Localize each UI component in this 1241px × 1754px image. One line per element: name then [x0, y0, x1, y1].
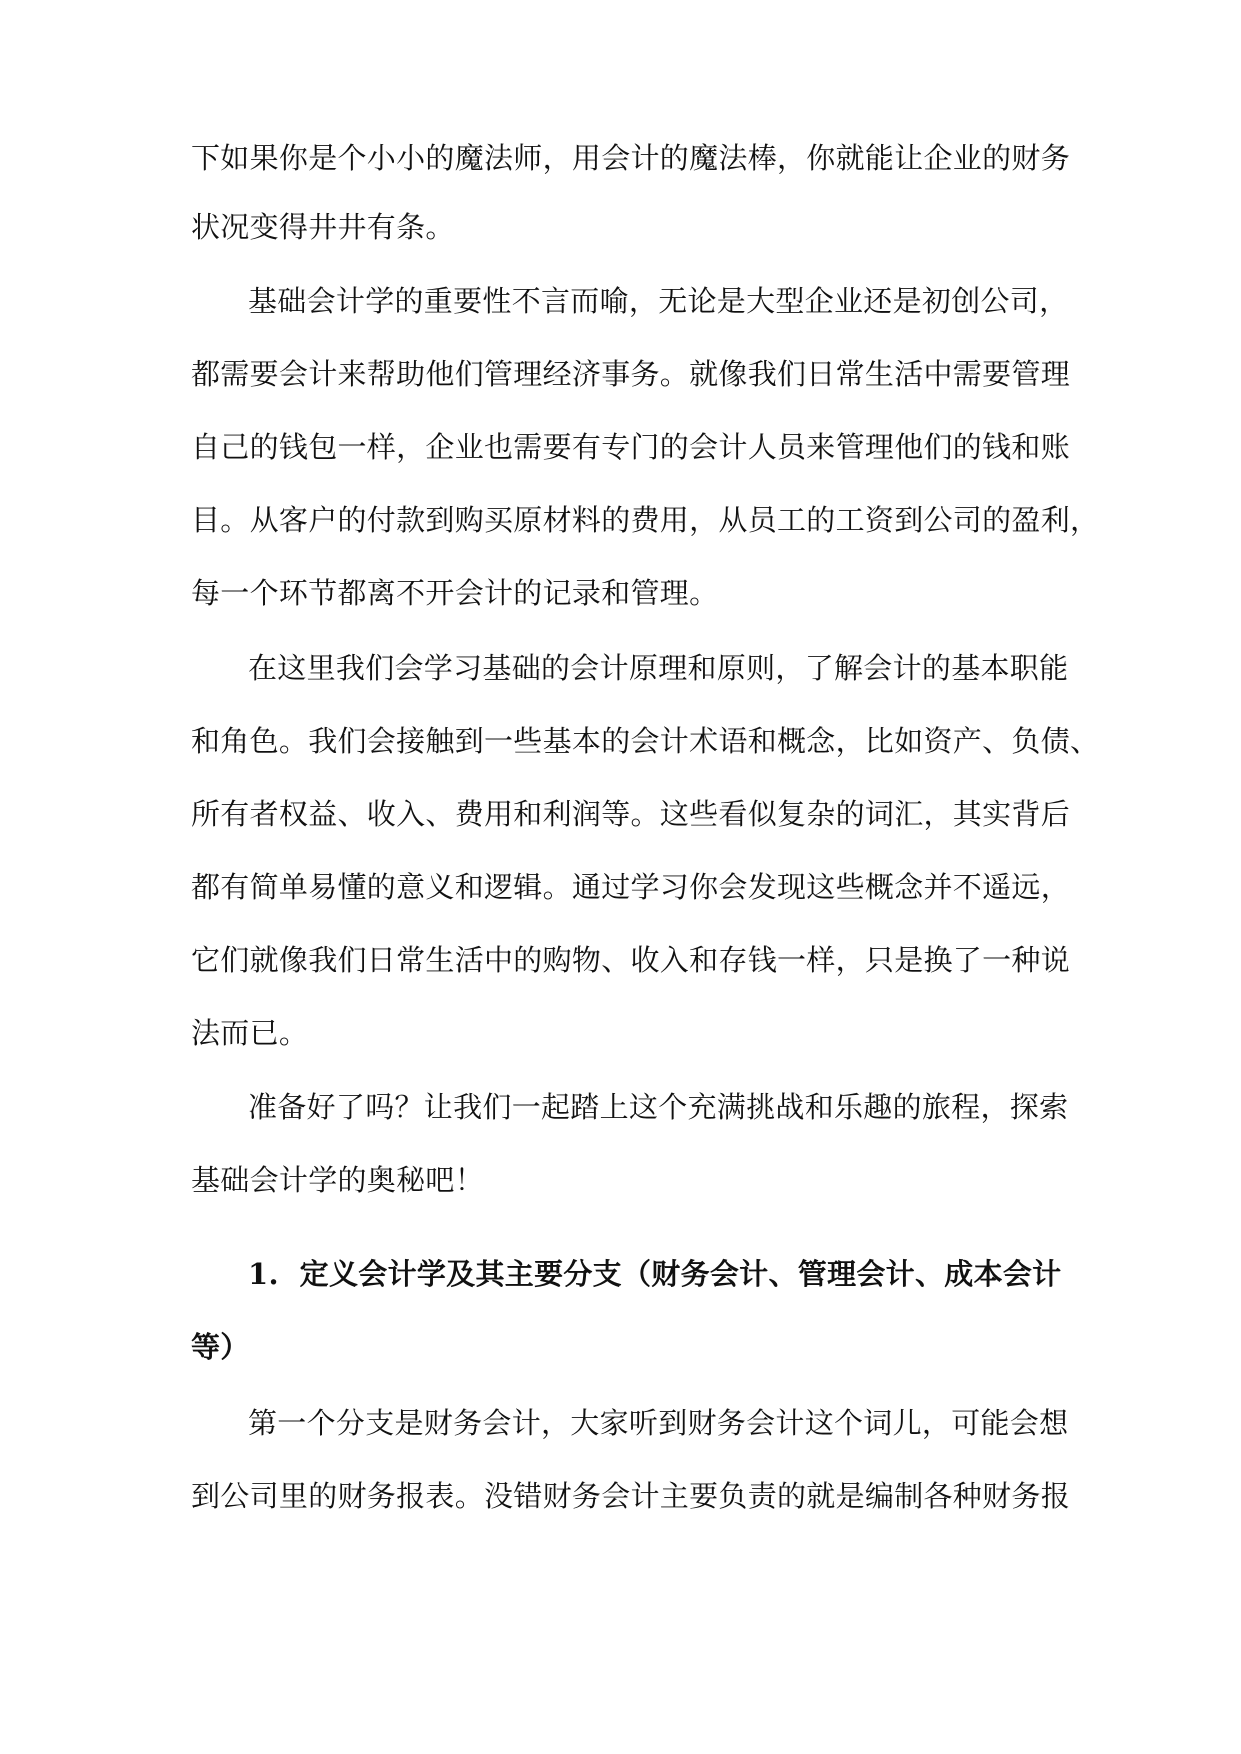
paragraph-line: 目。从客户的付款到购买原材料的费用，从员工的工资到公司的盈利， — [191, 503, 1100, 537]
paragraph-line: 第一个分支是财务会计，大家听到财务会计这个词儿，可能会想 — [248, 1406, 1069, 1440]
paragraph-line: 每一个环节都离不开会计的记录和管理。 — [191, 576, 719, 610]
section-title-part-2: 等） — [191, 1330, 250, 1364]
paragraph-line: 到公司里的财务报表。没错财务会计主要负责的就是编制各种财务报 — [191, 1479, 1071, 1513]
section-number: 1. — [248, 1257, 279, 1291]
paragraph-line: 基础会计学的重要性不言而喻，无论是大型企业还是初创公司， — [248, 284, 1069, 318]
paragraph-line: 在这里我们会学习基础的会计原理和原则，了解会计的基本职能 — [248, 651, 1069, 685]
paragraph-line: 基础会计学的奥秘吧！ — [191, 1163, 485, 1197]
paragraph-line: 所有者权益、收入、费用和利润等。这些看似复杂的词汇，其实背后 — [191, 797, 1071, 831]
section-heading — [248, 1254, 1061, 1294]
paragraph-line: 都有简单易懂的意义和逻辑。通过学习你会发现这些概念并不遥远， — [191, 870, 1071, 904]
paragraph-line: 自己的钱包一样，企业也需要有专门的会计人员来管理他们的钱和账 — [191, 430, 1071, 464]
paragraph-line: 和角色。我们会接触到一些基本的会计术语和概念，比如资产、负债、 — [191, 724, 1100, 758]
paragraph-line: 准备好了吗？让我们一起踏上这个充满挑战和乐趣的旅程，探索 — [248, 1090, 1069, 1124]
paragraph-line: 它们就像我们日常生活中的购物、收入和存钱一样，只是换了一种说 — [191, 943, 1071, 977]
section-title-part-1: 定义会计学及其主要分支（财务会计、管理会计、成本会计 — [299, 1257, 1062, 1291]
paragraph-line: 法而已。 — [191, 1016, 309, 1050]
paragraph-line: 下如果你是个小小的魔法师，用会计的魔法棒，你就能让企业的财务 — [191, 141, 1071, 175]
paragraph-line: 都需要会计来帮助他们管理经济事务。就像我们日常生活中需要管理 — [191, 357, 1071, 391]
paragraph-line: 状况变得井井有条。 — [191, 210, 455, 244]
